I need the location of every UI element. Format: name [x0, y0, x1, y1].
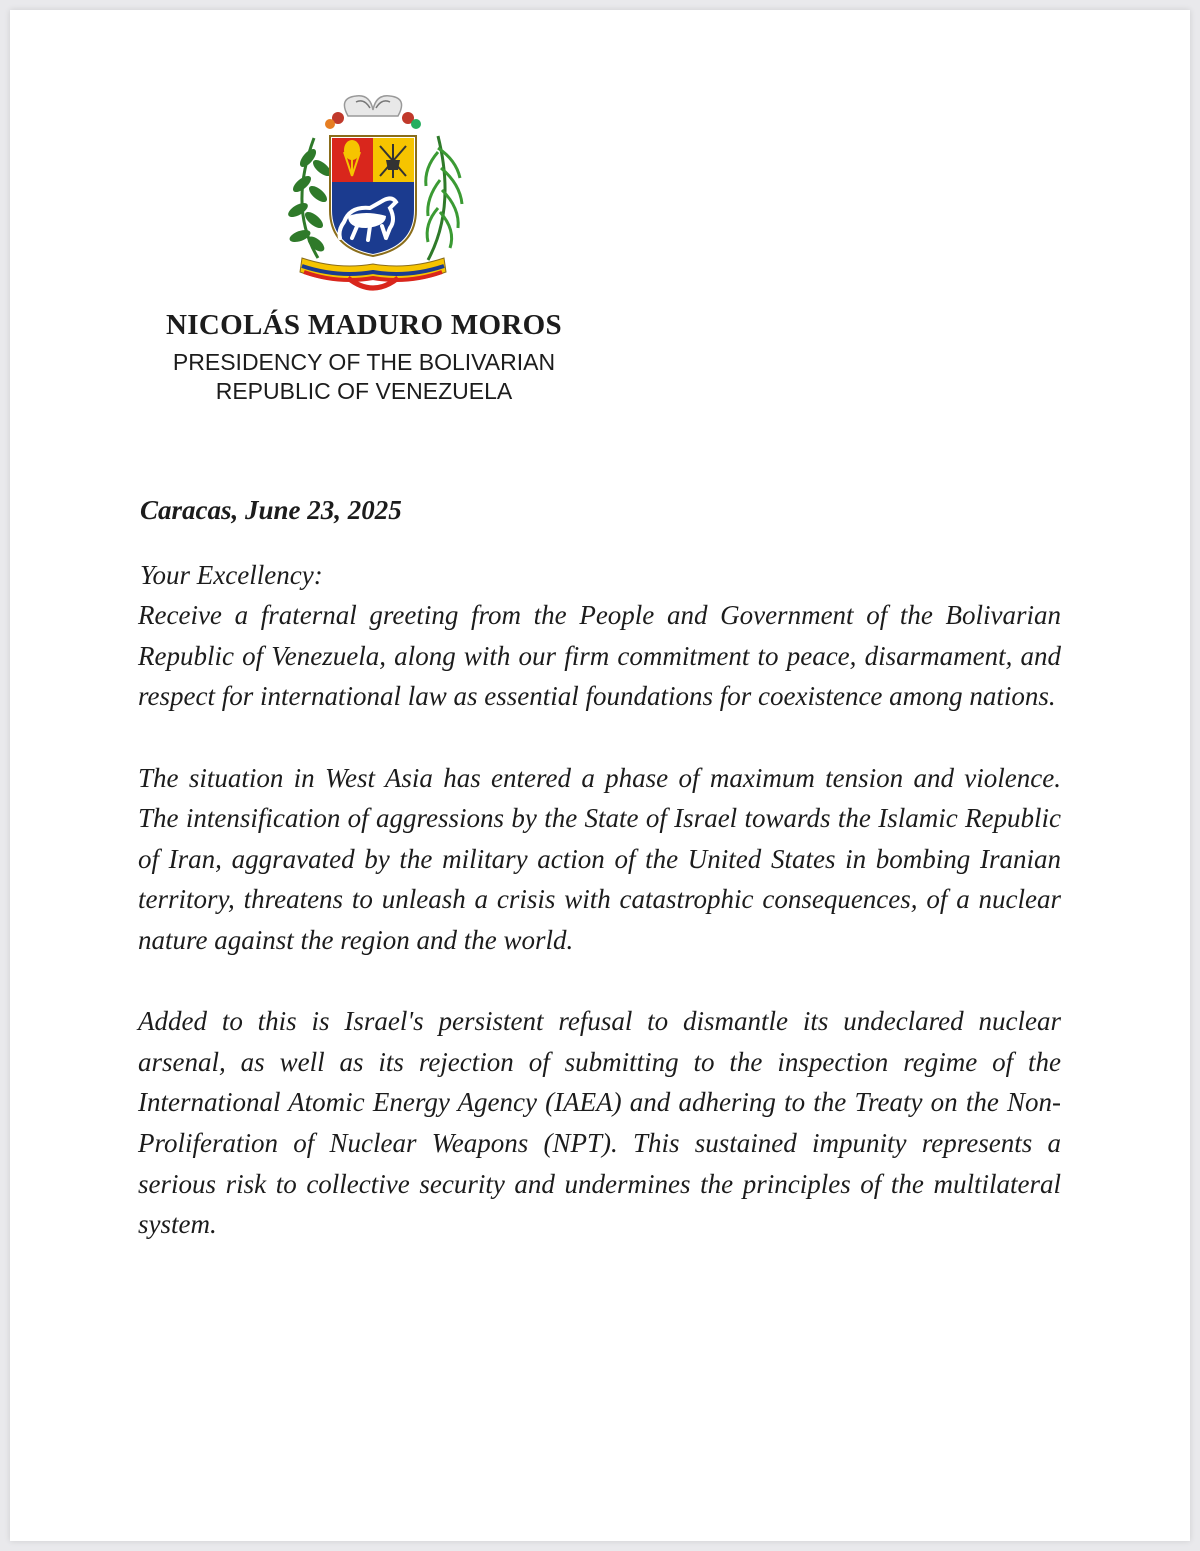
coat-of-arms-icon — [278, 88, 468, 298]
letterhead — [110, 308, 618, 406]
office-line-1: PRESIDENCY OF THE BOLIVARIAN — [172, 349, 556, 375]
paragraph-1: Receive a fraternal greeting from the People and Government of the Bolivarian Republic of Venezuela, along with our firm commitment to peace, disarmament, and respect for international law as essential foundations for coexistence among nations. — [138, 600, 1061, 712]
office-title — [110, 348, 618, 406]
letter-date: Caracas, June 23, 2025 — [140, 495, 402, 525]
salutation: Your Excellency: — [140, 559, 323, 590]
paragraph-3: Added to this is Israel's persistent refusal to dismantle its undeclared nuclear arsenal, as well as its rejection of submitting to the inspection regime of the International Atomic Energy Agency (IAEA) and adhering to the Treaty on the Non-Proliferation of Nuclear Weapons (NPT). This sustained impunity represents a serious risk to collective security and undermines the principles of the multilateral system. — [138, 1006, 1061, 1240]
office-line-2: REPUBLIC OF VENEZUELA — [215, 378, 513, 404]
sender-name: NICOLÁS MADURO MOROS — [166, 309, 562, 341]
paragraph-2: The situation in West Asia has entered a phase of maximum tension and violence. The intensification of aggressions by the State of Israel towards the Islamic Republic of Iran, aggravated by the military action of the United States in bombing Iranian territory, threatens to unleash a crisis with catastrophic consequences, of a nuclear nature against the region and the world. — [138, 762, 1061, 955]
letter-page — [10, 10, 1190, 1541]
letter-body — [138, 490, 1061, 1285]
